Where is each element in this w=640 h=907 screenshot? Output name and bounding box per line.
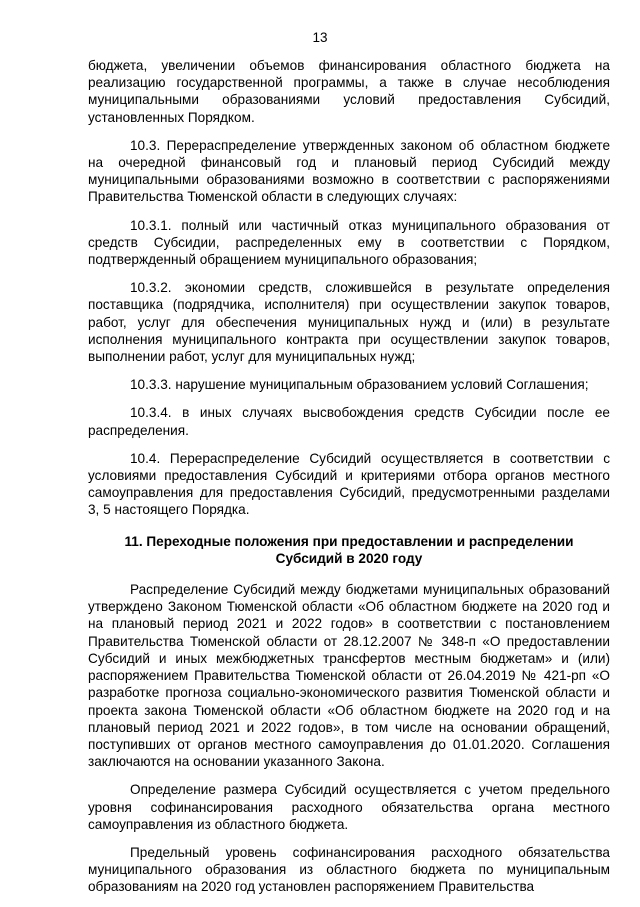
paragraph-p-10-4: 10.4. Перераспределение Субсидий осуществляется в соответствии с условиями предоставления Субсидий и критериями отбора органов местного самоуправления для предоставления Субсидий, предусмотренными разделами 3, 5 настоящего Порядка. [88, 450, 610, 518]
paragraph-p-11-3: Предельный уровень софинансирования расходного обязательства муниципального образования из областного бюджета по муниципальным образованиям на 2020 год установлен распоряжением Правительства [88, 844, 610, 895]
paragraph-p-11-1: Распределение Субсидий между бюджетами муниципальных образований утверждено Законом Тюменской области «Об областном бюджете на 2020 год и на плановый период 2021 и 2022 годов» в соответствии с постановлением Правительства Тюменской области от 28.12.2007 № 348-п «О предоставлении Субсидий и иных межбюджетных трансфертов местным бюджетам» и (или) распоряжением Правительства Тюменской области от 26.04.2019 № 421-рп «О разработке прогноза социально-экономического развития Тюменской области и проекта закона Тюменской области «Об областном бюджете на 2020 год и на плановый период 2021 и 2022 годов», в том числе на основании обращений, поступивших от органов местного самоуправления до 01.01.2020. Соглашения заключаются на основании указанного Закона. [88, 582, 610, 770]
paragraph-p-10-3-3: 10.3.3. нарушение муниципальным образованием условий Соглашения; [130, 377, 589, 393]
paragraph-p-10-3-1: 10.3.1. полный или частичный отказ муниципального образования от средств Субсидии, распределенных ему в соответствии с Порядком, подтвержденный обращением муниципального образования; [88, 217, 610, 268]
page-number: 13 [312, 30, 328, 45]
section-heading-line-2: Субсидий в 2020 году [275, 550, 423, 566]
paragraphs-before-heading [88, 57, 610, 519]
paragraphs-after-heading [88, 581, 610, 895]
section-heading [88, 533, 610, 567]
paragraph-p-10-3-4: 10.3.4. в иных случаях высвобождения средств Субсидии после ее распределения. [88, 405, 610, 438]
paragraph-p-11-2: Определение размера Субсидий осуществляется с учетом предельного уровня софинансирования расходного обязательства органа местного самоуправления из областного бюджета. [88, 782, 610, 832]
paragraph-p-10-3-2: 10.3.2. экономии средств, сложившейся в результате определения поставщика (подрядчика, исполнителя) при осуществлении закупок товаров, работ, услуг для обеспечения муниципальных нужд и (или) в результате исполнения муниципального контракта при осуществлении закупок товаров, выполнении работ, услуг для муниципальных нужд; [88, 280, 610, 365]
document-body [88, 57, 610, 907]
paragraph-p-continuation: бюджета, увеличении объемов финансирования областного бюджета на реализацию государственной программы, а также в случае несоблюдения муниципальными образованиями условий предоставления Субсидий, установленных Порядком. [88, 58, 610, 125]
paragraph-p-10-3: 10.3. Перераспределение утвержденных законом об областном бюджете на очередной финансовый год и плановый период Субсидий между муниципальными образованиями возможно в соответствии с распоряжениями Правительства Тюменской области в следующих случаях: [88, 137, 610, 205]
section-heading-line-1: 11. Переходные положения при предоставлении и распределении [124, 533, 574, 549]
